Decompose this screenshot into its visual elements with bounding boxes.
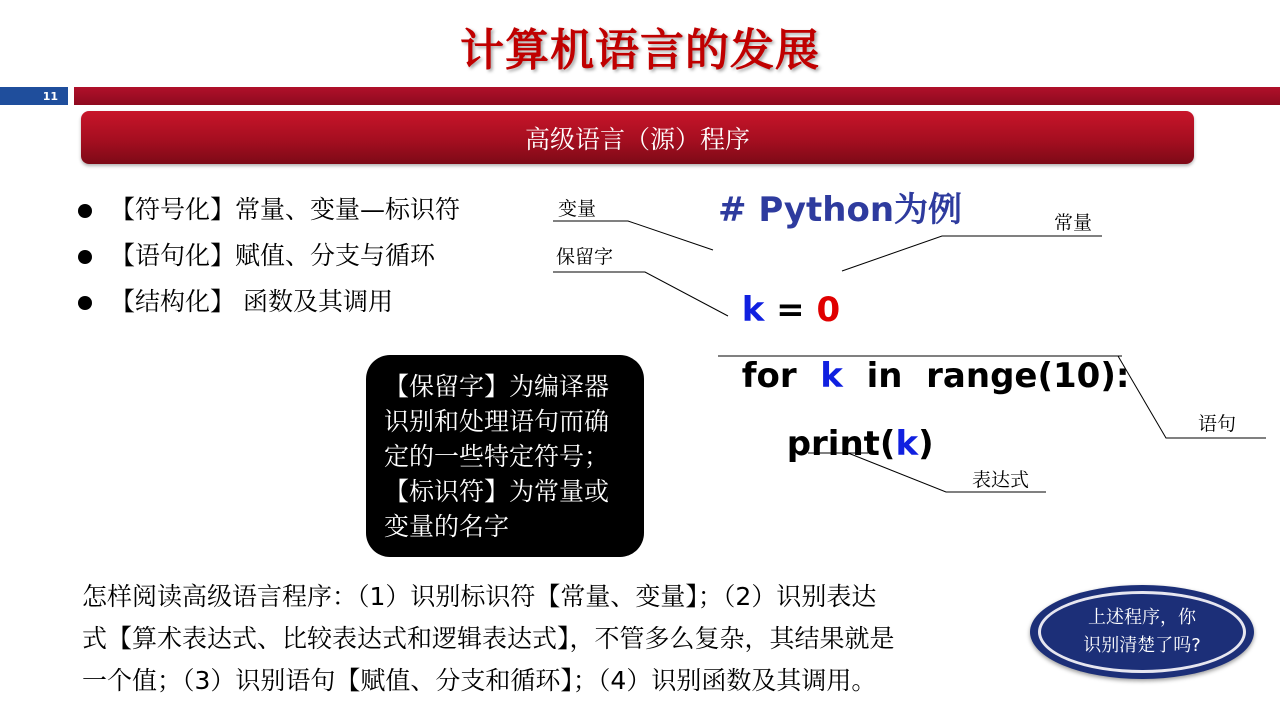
paragraph-line: 怎样阅读高级语言程序：（1）识别标识符【常量、变量】；（2）识别表达 <box>82 582 877 611</box>
code-kw-in: in <box>866 356 903 396</box>
code-print-open: print( <box>786 424 896 464</box>
reserved-word-callout <box>366 355 644 557</box>
code-comment: # Python为例 <box>718 190 963 230</box>
question-oval-inner <box>1038 591 1246 673</box>
annotation-expression: 表达式 <box>972 469 1030 491</box>
callout-line: 定的一些特定符号； <box>384 442 610 471</box>
code-var: k <box>820 356 843 396</box>
callout-line: 【保留字】为编译器 <box>384 372 610 401</box>
paragraph-line: 一个值；（3）识别语句【赋值、分支和循环】；（4）识别函数及其调用。 <box>82 666 877 695</box>
reading-guide-paragraph <box>82 576 1002 702</box>
annotation-variable: 变量 <box>558 198 597 220</box>
slide-title: 计算机语言的发展 <box>460 25 820 76</box>
callout-line: 识别和处理语句而确 <box>384 407 610 436</box>
annotation-reserved: 保留字 <box>556 246 614 268</box>
question-oval <box>1030 585 1254 679</box>
bullet-item-statements: 【语句化】赋值、分支与循环 <box>74 236 460 282</box>
section-banner: 高级语言（源）程序 <box>81 111 1194 164</box>
callout-line: 变量的名字 <box>384 512 510 541</box>
annotation-statement: 语句 <box>1198 413 1237 435</box>
code-var: k <box>741 290 765 330</box>
code-print-close: ) <box>918 424 934 464</box>
annotation-constant: 常量 <box>1054 212 1093 234</box>
code-range: range(10): <box>926 356 1130 396</box>
code-var: k <box>895 424 919 464</box>
question-line: 识别清楚了吗? <box>1083 635 1201 656</box>
bullet-item-symbolization: 【符号化】常量、变量—标识符 <box>74 190 460 236</box>
code-op: = <box>776 290 805 330</box>
question-line: 上述程序，你 <box>1088 607 1196 628</box>
page-number: 11 <box>0 87 68 105</box>
callout-line: 【标识符】为常量或 <box>384 477 610 506</box>
paragraph-line: 式【算术表达式、比较表达式和逻辑表达式】，不管多么复杂，其结果就是 <box>82 624 895 653</box>
code-kw-for: for <box>741 356 797 396</box>
bullet-item-structure: 【结构化】 函数及其调用 <box>74 282 460 328</box>
code-const: 0 <box>816 290 841 330</box>
